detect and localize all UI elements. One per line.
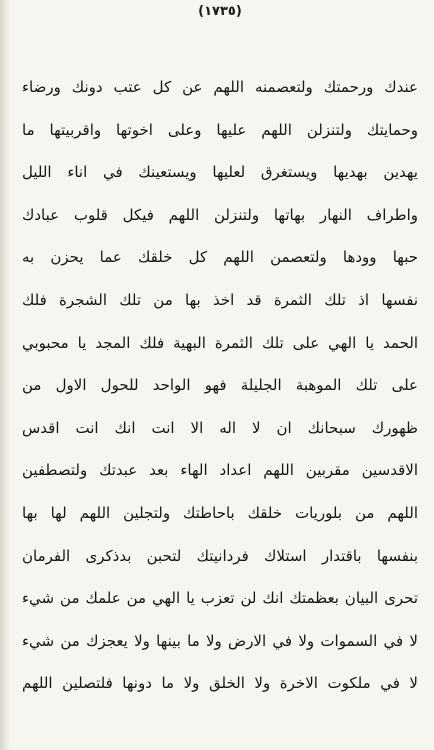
text-line: وحمايتك ولتنزلن اللهم عليها وعلى اخوتها واقربيتها ما — [22, 120, 418, 139]
text-line: عندك ورحمتك ولتعصمنه اللهم عن كل عتب دونك ورضاء — [22, 78, 418, 96]
manuscript-text — [22, 66, 418, 705]
text-line: الاقدسين مقربين اللهم اعداد الهاء بعد عبدتك ولتصطفين — [22, 461, 418, 480]
page-number: (١٧٣٥) — [198, 4, 242, 19]
text-line: اللهم من بلوريات خلقك باحاطتك ولتجلين اللهم لها بها — [22, 503, 418, 522]
text-line: على تلك الموهبة الجليلة فهو الواحد للحول الاول من — [22, 376, 418, 395]
text-line: الحمد يا الهي على تلك الثمرة البهية فلك المجد يا محبوبي — [22, 333, 418, 352]
text-line: حبها وودها ولتعصمن اللهم كل خلقك عما يحزن به — [22, 248, 418, 267]
text-line: واطراف النهار بهاتها ولتنزلن اللهم فيكل قلوب عبادك — [22, 205, 418, 224]
text-line: لا في السموات ولا في الارض ولا ما بينها ولا يعجزك من شيء — [22, 631, 418, 650]
text-line: بنفسها باقتدار استلاك فردانيتك لتحبن بدذكرى الفرمان — [22, 546, 418, 565]
text-line: نفسها اذ تلك الثمرة قد اخذ بها من تلك الشجرة فلك — [22, 290, 418, 309]
page-edge-shadow — [0, 0, 10, 750]
text-line: يهدين بهديها ويستغرق لعليها ويستعينك في اناء الليل — [22, 163, 418, 182]
text-line: ظهورك سبحانك ان لا اله الا انت انك انت اقدس — [22, 418, 418, 437]
text-line: لا في ملكوت الاخرة ولا الخلق ولا ما دونها فلتصلين اللهم — [22, 674, 418, 693]
text-line: تحرى البيان بعظمتك انك لن تعزب يا الهي من علمك من شيء — [22, 589, 418, 608]
